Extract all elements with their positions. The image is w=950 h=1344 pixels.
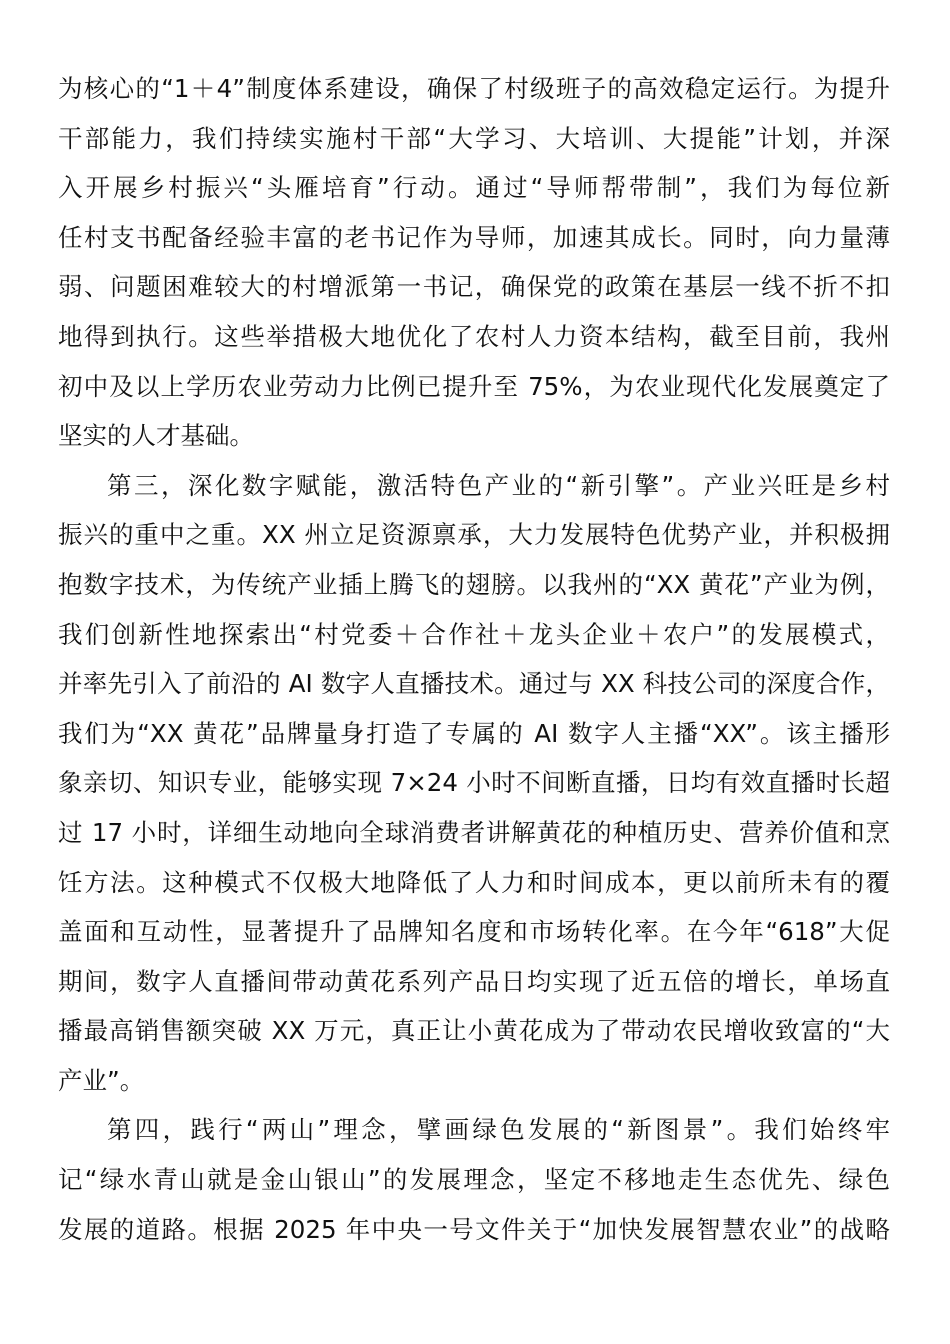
text-line: 播最高销售额突破 XX 万元，真正让小黄花成为了带动农民增收致富的“大 (58, 1016, 890, 1046)
paragraph-1 (58, 64, 890, 461)
text-line: 我们为“XX 黄花”品牌量身打造了专属的 AI 数字人主播“XX”。该主播形 (58, 718, 890, 748)
text-line: 抱数字技术，为传统产业插上腾飞的翅膀。以我州的“XX 黄花”产业为例， (58, 569, 890, 599)
text-line: 干部能力，我们持续实施村干部“大学习、大培训、大提能”计划，并深 (58, 123, 890, 153)
text-line: 我们创新性地探索出“村党委＋合作社＋龙头企业＋农户”的发展模式， (58, 619, 890, 649)
text-line: 饪方法。这种模式不仅极大地降低了人力和时间成本，更以前所未有的覆 (58, 867, 890, 897)
text-line: 入开展乡村振兴“头雁培育”行动。通过“导师帮带制”，我们为每位新 (58, 173, 890, 203)
text-line: 初中及以上学历农业劳动力比例已提升至 75%，为农业现代化发展奠定了 (58, 371, 890, 401)
text-line: 过 17 小时，详细生动地向全球消费者讲解黄花的种植历史、营养价值和烹 (58, 817, 890, 847)
paragraph-2 (58, 461, 890, 1106)
document-body (58, 64, 890, 1254)
text-line: 振兴的重中之重。XX 州立足资源禀承，大力发展特色优势产业，并积极拥 (58, 520, 890, 550)
paragraph-3 (58, 1105, 890, 1254)
text-line: 地得到执行。这些举措极大地优化了农村人力资本结构，截至目前，我州 (58, 321, 890, 351)
text-line: 并率先引入了前沿的 AI 数字人直播技术。通过与 XX 科技公司的深度合作， (58, 669, 890, 699)
text-line: 任村支书配备经验丰富的老书记作为导师，加速其成长。同时，向力量薄 (58, 222, 890, 252)
text-line: 发展的道路。根据 2025 年中央一号文件关于“加快发展智慧农业”的战略 (58, 1214, 890, 1244)
text-line: 坚实的人才基础。 (58, 421, 254, 451)
text-line: 产业”。 (58, 1065, 145, 1095)
text-line: 第四，践行“两山”理念，擘画绿色发展的“新图景”。我们始终牢 (107, 1115, 890, 1145)
text-line: 盖面和互动性，显著提升了品牌知名度和市场转化率。在今年“618”大促 (58, 917, 890, 947)
text-line: 象亲切、知识专业，能够实现 7×24 小时不间断直播，日均有效直播时长超 (58, 768, 890, 798)
text-line: 为核心的“1＋4”制度体系建设，确保了村级班子的高效稳定运行。为提升 (58, 74, 890, 103)
text-line: 记“绿水青山就是金山银山”的发展理念，坚定不移地走生态优先、绿色 (58, 1165, 890, 1195)
text-line: 期间，数字人直播间带动黄花系列产品日均实现了近五倍的增长，单场直 (58, 966, 890, 996)
text-line: 弱、问题困难较大的村增派第一书记，确保党的政策在基层一线不折不扣 (58, 272, 890, 302)
text-line: 第三，深化数字赋能，激活特色产业的“新引擎”。产业兴旺是乡村 (107, 470, 890, 500)
